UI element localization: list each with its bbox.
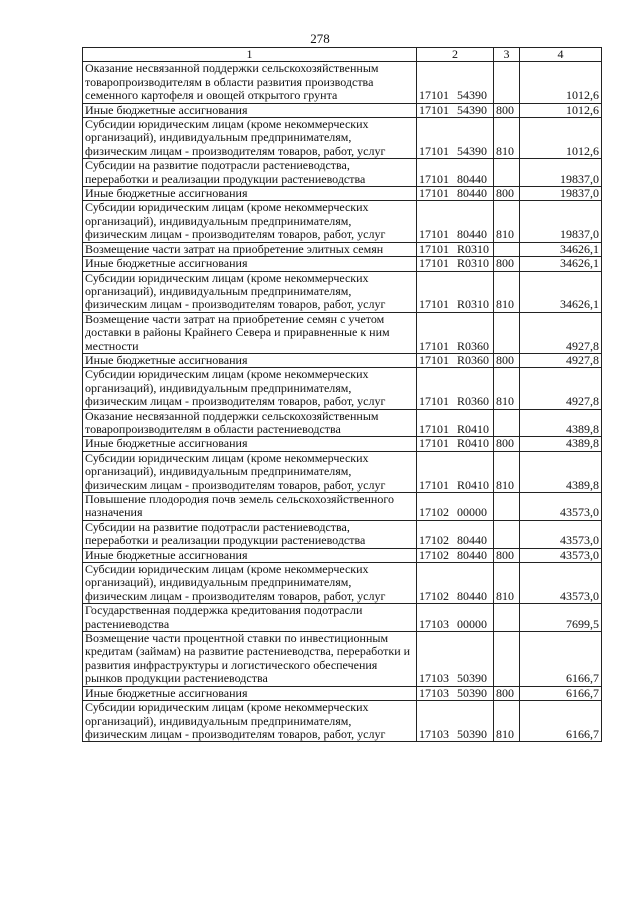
row-expense-type: 800 xyxy=(494,548,520,562)
column-header-code: 2 xyxy=(417,48,494,62)
row-code-program: 17102 xyxy=(419,505,449,520)
row-code-direction: 00000 xyxy=(457,505,487,520)
row-code xyxy=(417,159,494,187)
row-code xyxy=(417,62,494,103)
row-expense-type xyxy=(494,493,520,521)
row-code xyxy=(417,368,494,409)
row-name: Иные бюджетные ассигнования xyxy=(83,353,417,367)
row-code-direction: R0310 xyxy=(457,256,490,271)
page-number: 278 xyxy=(310,31,330,46)
row-name: Возмещение части затрат на приобретение семян с учетом доставки в районы Крайнего Севера и приравненные к ним местности xyxy=(83,312,417,353)
row-code-program: 17102 xyxy=(419,533,449,548)
row-code-program: 17102 xyxy=(419,547,449,562)
row-code-program: 17101 xyxy=(419,88,449,103)
row-sum: 19837,0 xyxy=(520,159,602,187)
row-sum: 19837,0 xyxy=(520,187,602,201)
row-code-program: 17103 xyxy=(419,685,449,700)
row-sum: 43573,0 xyxy=(520,563,602,604)
row-code-direction: 80440 xyxy=(457,588,487,603)
row-code-program: 17101 xyxy=(419,477,449,492)
row-code xyxy=(417,409,494,437)
table-row xyxy=(83,368,602,409)
row-name: Повышение плодородия почв земель сельскохозяйственного назначения xyxy=(83,493,417,521)
row-code-program: 17102 xyxy=(419,588,449,603)
row-code-program: 17101 xyxy=(419,171,449,186)
row-code-program: 17101 xyxy=(419,241,449,256)
row-code-direction: 54390 xyxy=(457,88,487,103)
row-code-program: 17101 xyxy=(419,352,449,367)
row-code xyxy=(417,271,494,312)
row-code-direction: 80440 xyxy=(457,227,487,242)
row-sum: 4389,8 xyxy=(520,451,602,492)
table-row xyxy=(83,187,602,201)
row-code-direction: 80440 xyxy=(457,547,487,562)
row-code-direction: 54390 xyxy=(457,102,487,117)
row-code-program: 17101 xyxy=(419,338,449,353)
row-code-program: 17101 xyxy=(419,256,449,271)
table-row xyxy=(83,548,602,562)
budget-table xyxy=(82,47,602,742)
row-name: Иные бюджетные ассигнования xyxy=(83,187,417,201)
table-row xyxy=(83,103,602,117)
row-name: Иные бюджетные ассигнования xyxy=(83,103,417,117)
row-name: Возмещение части затрат на приобретение элитных семян xyxy=(83,242,417,256)
row-code-direction: R0360 xyxy=(457,394,490,409)
row-code-direction: R0360 xyxy=(457,338,490,353)
row-name: Оказание несвязанной поддержки сельскохозяйственным товаропроизводителям в области развития производства семенного картофеля и овощей открытого грунта xyxy=(83,62,417,103)
row-sum: 4389,8 xyxy=(520,437,602,451)
row-code xyxy=(417,604,494,632)
table-row xyxy=(83,118,602,159)
row-expense-type: 810 xyxy=(494,701,520,742)
row-name: Субсидии юридическим лицам (кроме некоммерческих организаций), индивидуальным предпринимателям, физическим лицам - производителям товаров, работ, услуг xyxy=(83,271,417,312)
row-sum: 4927,8 xyxy=(520,368,602,409)
row-name: Иные бюджетные ассигнования xyxy=(83,257,417,271)
row-sum: 34626,1 xyxy=(520,271,602,312)
row-name: Субсидии юридическим лицам (кроме некоммерческих организаций), индивидуальным предпринимателям, физическим лицам - производителям товаров, работ, услуг xyxy=(83,701,417,742)
row-expense-type xyxy=(494,409,520,437)
row-code xyxy=(417,437,494,451)
table-row xyxy=(83,632,602,687)
table-row xyxy=(83,686,602,700)
row-expense-type: 800 xyxy=(494,103,520,117)
row-expense-type xyxy=(494,159,520,187)
row-expense-type: 800 xyxy=(494,257,520,271)
table-row xyxy=(83,451,602,492)
row-name: Субсидии юридическим лицам (кроме некоммерческих организаций), индивидуальным предпринимателям, физическим лицам - производителям товаров, работ, услуг xyxy=(83,368,417,409)
row-sum: 6166,7 xyxy=(520,701,602,742)
row-code xyxy=(417,312,494,353)
row-expense-type xyxy=(494,604,520,632)
row-expense-type xyxy=(494,520,520,548)
table-row xyxy=(83,520,602,548)
row-code-direction: R0310 xyxy=(457,241,490,256)
row-code xyxy=(417,520,494,548)
row-expense-type: 810 xyxy=(494,368,520,409)
column-header-name: 1 xyxy=(83,48,417,62)
row-code-program: 17101 xyxy=(419,394,449,409)
row-sum: 34626,1 xyxy=(520,257,602,271)
row-name: Субсидии юридическим лицам (кроме некоммерческих организаций), индивидуальным предпринимателям, физическим лицам - производителям товаров, работ, услуг xyxy=(83,563,417,604)
row-code-program: 17101 xyxy=(419,143,449,158)
row-code-direction: 50390 xyxy=(457,685,487,700)
row-expense-type: 810 xyxy=(494,451,520,492)
row-expense-type: 800 xyxy=(494,187,520,201)
row-code-program: 17103 xyxy=(419,616,449,631)
row-code-direction: 50390 xyxy=(457,671,487,686)
row-code-direction: 80440 xyxy=(457,186,487,201)
row-code-direction: R0410 xyxy=(457,477,490,492)
row-code xyxy=(417,103,494,117)
row-name: Государственная поддержка кредитования подотрасли растениеводства xyxy=(83,604,417,632)
row-name: Оказание несвязанной поддержки сельскохозяйственным товаропроизводителям в области растениеводства xyxy=(83,409,417,437)
table-row xyxy=(83,563,602,604)
column-header-type: 3 xyxy=(494,48,520,62)
row-code-program: 17101 xyxy=(419,227,449,242)
row-code-program: 17101 xyxy=(419,102,449,117)
row-code-direction: 00000 xyxy=(457,616,487,631)
row-name: Иные бюджетные ассигнования xyxy=(83,437,417,451)
row-code-program: 17101 xyxy=(419,297,449,312)
row-sum: 43573,0 xyxy=(520,493,602,521)
row-sum: 1012,6 xyxy=(520,62,602,103)
table-row xyxy=(83,271,602,312)
row-sum: 19837,0 xyxy=(520,201,602,242)
row-expense-type xyxy=(494,632,520,687)
table-row xyxy=(83,242,602,256)
table-row xyxy=(83,701,602,742)
row-code-program: 17101 xyxy=(419,436,449,451)
row-code-direction: R0310 xyxy=(457,297,490,312)
table-row xyxy=(83,201,602,242)
row-code xyxy=(417,451,494,492)
table-row xyxy=(83,493,602,521)
row-name: Субсидии юридическим лицам (кроме некоммерческих организаций), индивидуальным предпринимателям, физическим лицам - производителям товаров, работ, услуг xyxy=(83,451,417,492)
row-expense-type: 800 xyxy=(494,686,520,700)
row-code-direction: R0360 xyxy=(457,352,490,367)
row-expense-type xyxy=(494,312,520,353)
table-row xyxy=(83,312,602,353)
row-name: Субсидии на развитие подотрасли растениеводства, переработки и реализации продукции растениеводства xyxy=(83,159,417,187)
row-sum: 4927,8 xyxy=(520,312,602,353)
row-code xyxy=(417,632,494,687)
row-name: Иные бюджетные ассигнования xyxy=(83,686,417,700)
row-code-direction: 80440 xyxy=(457,533,487,548)
row-name: Субсидии на развитие подотрасли растениеводства, переработки и реализации продукции растениеводства xyxy=(83,520,417,548)
row-code-direction: 54390 xyxy=(457,143,487,158)
row-sum: 7699,5 xyxy=(520,604,602,632)
table-row xyxy=(83,353,602,367)
row-expense-type: 800 xyxy=(494,353,520,367)
row-expense-type xyxy=(494,242,520,256)
row-code xyxy=(417,201,494,242)
row-sum: 34626,1 xyxy=(520,242,602,256)
row-code xyxy=(417,118,494,159)
row-code-program: 17101 xyxy=(419,186,449,201)
table-row xyxy=(83,437,602,451)
row-expense-type: 800 xyxy=(494,437,520,451)
row-code-program: 17101 xyxy=(419,421,449,436)
row-code-program: 17103 xyxy=(419,726,449,741)
row-expense-type xyxy=(494,62,520,103)
row-sum: 1012,6 xyxy=(520,118,602,159)
row-expense-type: 810 xyxy=(494,563,520,604)
row-code xyxy=(417,701,494,742)
row-code xyxy=(417,187,494,201)
row-code-direction: 50390 xyxy=(457,726,487,741)
row-expense-type: 810 xyxy=(494,201,520,242)
table-body xyxy=(83,62,602,742)
row-expense-type: 810 xyxy=(494,271,520,312)
row-code xyxy=(417,257,494,271)
row-name: Субсидии юридическим лицам (кроме некоммерческих организаций), индивидуальным предпринимателям, физическим лицам - производителям товаров, работ, услуг xyxy=(83,118,417,159)
row-code xyxy=(417,548,494,562)
row-sum: 1012,6 xyxy=(520,103,602,117)
table-row xyxy=(83,409,602,437)
row-sum: 6166,7 xyxy=(520,686,602,700)
row-code xyxy=(417,493,494,521)
row-sum: 6166,7 xyxy=(520,632,602,687)
row-sum: 43573,0 xyxy=(520,520,602,548)
header-row xyxy=(83,48,602,62)
row-name: Субсидии юридическим лицам (кроме некоммерческих организаций), индивидуальным предпринимателям, физическим лицам - производителям товаров, работ, услуг xyxy=(83,201,417,242)
table-row xyxy=(83,159,602,187)
table-row xyxy=(83,62,602,103)
column-header-sum: 4 xyxy=(520,48,602,62)
row-sum: 4389,8 xyxy=(520,409,602,437)
row-sum: 43573,0 xyxy=(520,548,602,562)
row-code-direction: R0410 xyxy=(457,421,490,436)
row-name: Иные бюджетные ассигнования xyxy=(83,548,417,562)
row-code xyxy=(417,242,494,256)
row-code-direction: 80440 xyxy=(457,171,487,186)
row-sum: 4927,8 xyxy=(520,353,602,367)
table-row xyxy=(83,257,602,271)
row-name: Возмещение части процентной ставки по инвестиционным кредитам (займам) на развитие растениеводства, переработки и развития инфраструктуры и логистического обеспечения рынков продукции растениеводства xyxy=(83,632,417,687)
row-code xyxy=(417,353,494,367)
row-code-direction: R0410 xyxy=(457,436,490,451)
row-expense-type: 810 xyxy=(494,118,520,159)
row-code-program: 17103 xyxy=(419,671,449,686)
row-code xyxy=(417,686,494,700)
table-row xyxy=(83,604,602,632)
row-code xyxy=(417,563,494,604)
